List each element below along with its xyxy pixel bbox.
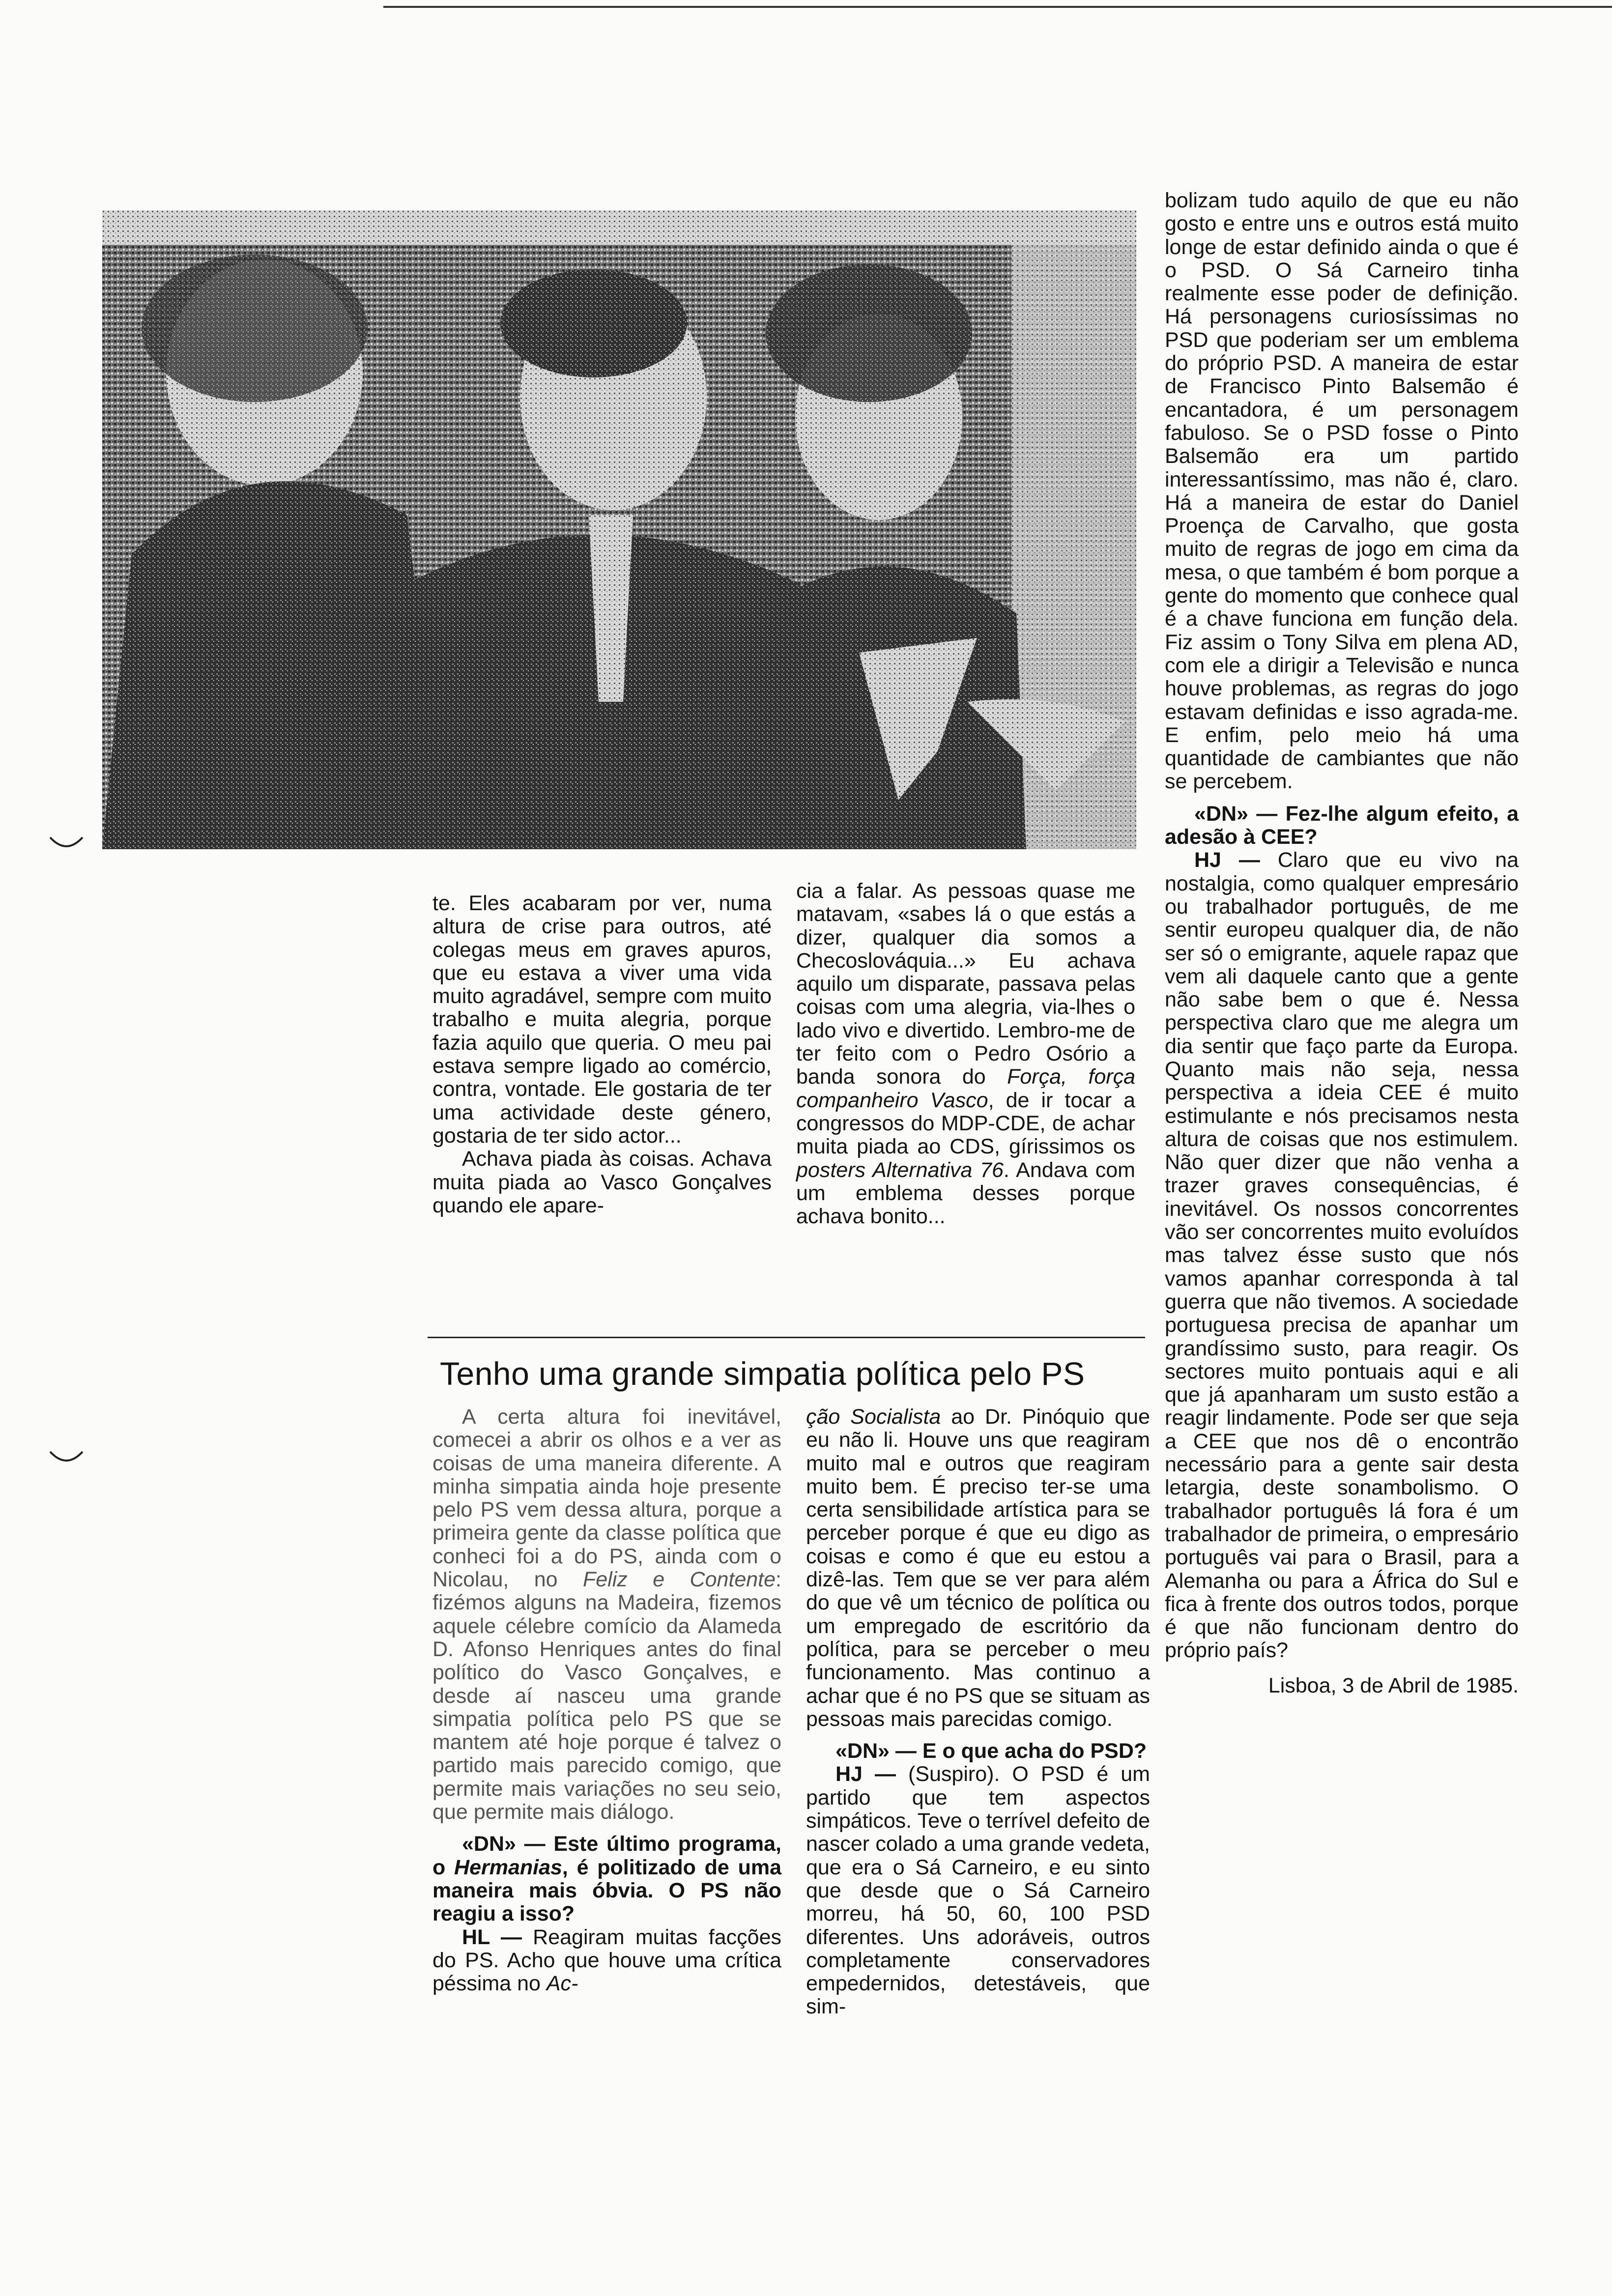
top-edge-line bbox=[383, 6, 1612, 8]
interview-answer: HJ — Claro que eu vivo na nostalgia, como qualquer empresário ou trabalhador português, de me sentir europeu qualquer dia, de não ser só o emigrante, aquele rapaz que vem ali daquele canto que a gente não sabe bem o que é. Nessa perspectiva claro que me alegra um dia sentir que faço parte da Europa. Quanto mais não seja, nessa perspectiva a ideia CEE é muito estimulante e nós precisamos nesta altura de coisas que nos estimulem. Não quer dizer que não venha a trazer graves consequências, é inevitável. Os nossos concorrentes vão ser concorrentes muito evoluídos mas talvez ésse susto que nós vamos apanhar corresponda à tal guerra que não tivemos. A sociedade portuguesa precisa de apanhar um grandíssimo susto, para reagir. Os sectores muito pontuais aqui e ali que já apanharam um susto estão a reagir lindamente. Pode ser que seja a CEE que nos dê o encontrão necessário para a gente sair desta letargia, deste sonambolismo. O trabalhador português lá fora é um trabalhador de primeira, o empresário português vai para o Brasil, para a Alemanha ou para a África do Sul e fica à frente dos outros todos, porque é que não funcionam dentro do próprio país? bbox=[1165, 848, 1519, 1663]
interview-question: «DN» — E o que acha do PSD? bbox=[835, 1739, 1147, 1763]
column-c bbox=[1165, 189, 1519, 1697]
section-rule bbox=[428, 1337, 1145, 1338]
interview-answer: HL — Reagiram muitas facções do PS. Acho que houve uma crítica péssima no Ac- bbox=[432, 1925, 781, 1996]
hole-punch-mark-icon bbox=[49, 835, 84, 850]
dateline: Lisboa, 3 de Abril de 1985. bbox=[1268, 1673, 1519, 1697]
paragraph: te. Eles acabaram por ver, numa altura de crise para outros, até colegas meus em graves apuros, que eu estava a viver uma vida muito agradável, sempre com muito trabalho e muita alegria, porque fazia aquilo que queria. O meu pai estava sempre ligado ao comércio, contra, vontade. Ele gostaria de ter uma actividade deste género, gostaria de ter sido actor... bbox=[432, 891, 772, 1148]
interview-answer: HJ — (Suspiro). O PSD é um partido que tem aspectos simpáticos. Teve o terrível defeito de nascer colado a uma grande vedeta, que era o Sá Carneiro, e eu sinto que desde que o Sá Carneiro morreu, há 50, 60, 100 PSD diferentes. Uns adoráveis, outros completamente conservadores empedernidos, detestáveis, que sim- bbox=[806, 1762, 1150, 2019]
photo-three-people-icon bbox=[102, 210, 1136, 849]
section-headline: Tenho uma grande simpatia política pelo PS bbox=[440, 1355, 1085, 1392]
column-a bbox=[432, 892, 772, 1217]
paragraph: A certa altura foi inevitável, comecei a abrir os olhos e a ver as coisas de uma maneira diferente. A minha simpatia ainda hoje presente pelo PS vem dessa altura, porque a primeira gente da classe política que conheci foi a do PS, ainda com o Nicolau, no Feliz e Contente: fizémos alguns na Madeira, fizemos aquele célebre comício da Alameda D. Afonso Henriques antes do final político do Vasco Gonçalves, e desde aí nasceu uma grande simpatia política pelo PS que se mantem até hoje porque é talvez o partido mais parecido comigo, que permite mais variações no seu seio, que permite mais diálogo. bbox=[432, 1405, 781, 1824]
paragraph: ção Socialista ao Dr. Pinóquio que eu não li. Houve uns que reagiram muito mal e outros que reagiram muito bem. É preciso ter-se uma certa sensibilidade artística para se perceber porque é que eu digo as coisas e como é que eu estou a dizê-las. Tem que se ver para além do que vê um técnico de política ou um empregado de escritório da política, para se perceber o meu funcionamento. Mas continuo a achar que é no PS que se situam as pessoas mais parecidas comigo. bbox=[806, 1405, 1150, 1731]
paragraph: bolizam tudo aquilo de que eu não gosto e entre uns e outros está muito longe de estar definido ainda o que é o PSD. O Sá Carneiro tinha realmente esse poder de definição. Há personagens curiosíssimas no PSD que poderiam ser um emblema do próprio PSD. A maneira de estar de Francisco Pinto Balsemão é encantadora, é um personagem fabuloso. Se o PSD fosse o Pinto Balsemão era um partido interessantíssimo, mas não é, claro. Há a maneira de estar do Daniel Proença de Carvalho, que gosta muito de regras de jogo em cima da mesa, o que também é bom porque a gente do momento que conhece qual é a chave funciona em função dela. Fiz assim o Tony Silva em plena AD, com ele a dirigir a Televisão e nunca houve problemas, as regras do jogo estavam definidas e isso agrada-me. E enfim, pelo meio há uma quantidade de cambiantes que não se percebem. bbox=[1165, 189, 1519, 794]
interview-question: «DN» — Este último programa, o Hermanias, é politizado de uma maneira mais óbvia. O PS não reagiu a isso? bbox=[432, 1832, 781, 1926]
column-b bbox=[796, 880, 1135, 1228]
interview-question: «DN» — Fez-lhe algum efeito, a adesão à CEE? bbox=[1165, 802, 1519, 849]
column-d bbox=[432, 1406, 781, 1995]
paragraph: cia a falar. As pessoas quase me matavam, «sabes lá o que estás a dizer, qualquer dia somos a Checoslováquia...» Eu achava aquilo um disparate, passava pelas coisas com uma alegria, via-lhes o lado vivo e divertido. Lembro-me de ter feito com o Pedro Osório a banda sonora do Força, força companheiro Vasco, de ir tocar a congressos do MDP-CDE, de achar muita piada ao CDS, gírissimos os posters Alternativa 76. Andava com um emblema desses porque achava bonito... bbox=[796, 879, 1135, 1229]
news-photo bbox=[102, 210, 1136, 849]
paragraph: Achava piada às coisas. Achava muita piada ao Vasco Gonçalves quando ele apare- bbox=[432, 1147, 772, 1217]
column-e bbox=[806, 1406, 1150, 2019]
hole-punch-mark-icon bbox=[49, 1450, 84, 1464]
